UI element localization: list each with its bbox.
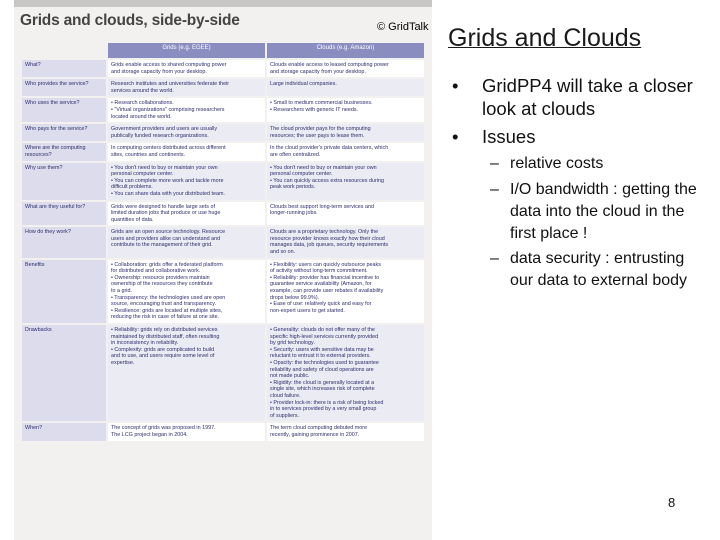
cell-line: personal computer center. bbox=[270, 171, 333, 178]
cell-line: Research institutes and universities federate their bbox=[111, 81, 230, 88]
cell-line: In computing centers distributed across different bbox=[111, 145, 226, 152]
cell-line: example, can provide user rebates if availability bbox=[270, 288, 384, 295]
table-row bbox=[22, 260, 424, 323]
cell-line: guarantee service availability (Amazon, for bbox=[270, 281, 372, 288]
grids-cell bbox=[108, 325, 265, 421]
cell-line: specific high-level services currently provided bbox=[270, 333, 379, 340]
clouds-cell bbox=[267, 423, 424, 440]
cell-line: • You can complete more work and tackle more bbox=[111, 177, 224, 184]
cell-line: • You don't need to buy or maintain your own bbox=[111, 164, 218, 171]
cell-line: by grid technology. bbox=[270, 340, 315, 347]
cell-line: • Research collaborations. bbox=[111, 100, 174, 107]
clouds-cell bbox=[267, 227, 424, 257]
cell-line: longer-running jobs. bbox=[270, 210, 318, 217]
cell-line: quantities of data. bbox=[111, 216, 154, 223]
cell-line: limited duration jobs that produce or use huge bbox=[111, 210, 221, 217]
row-label: Who pays for the service? bbox=[22, 124, 106, 141]
cell-line: cloud failure. bbox=[270, 392, 301, 399]
subbullet-text: data security : entrusting our data to external body bbox=[510, 250, 688, 289]
grids-cell bbox=[108, 60, 265, 77]
comparison-table bbox=[20, 41, 426, 443]
cell-line: • Rigidity: the cloud is generally located at a bbox=[270, 379, 375, 386]
cell-line: single site, which increases risk of complete bbox=[270, 386, 375, 393]
row-label: What? bbox=[22, 60, 106, 77]
cell-line: Government providers and users are usually bbox=[111, 126, 218, 133]
grids-cell bbox=[108, 79, 265, 96]
bullet-text: Issues bbox=[482, 126, 536, 147]
cell-line: sites, countries and continents. bbox=[111, 151, 186, 158]
cell-line: The LCG project began in 2004. bbox=[111, 431, 188, 438]
cell-line: users and providers alike can understand and bbox=[111, 235, 221, 242]
grids-cell bbox=[108, 227, 265, 257]
cell-line: • Reliability: provider has financial incentive to bbox=[270, 274, 380, 281]
cell-line: resource provider knows exactly how their cloud bbox=[270, 235, 385, 242]
clouds-cell bbox=[267, 79, 424, 96]
table-row bbox=[22, 202, 424, 226]
clouds-cell bbox=[267, 143, 424, 160]
table-row bbox=[22, 124, 424, 141]
cell-line: The cloud provider pays for the computing bbox=[270, 126, 371, 133]
cell-line: Clouds are a proprietary technology. Only the bbox=[270, 229, 379, 236]
cell-line: and to use, and users require some level of bbox=[111, 353, 215, 360]
table-row bbox=[22, 325, 424, 421]
table-row bbox=[22, 98, 424, 122]
grids-cell bbox=[108, 260, 265, 323]
cell-line: of activity without long-term commitment. bbox=[270, 268, 368, 275]
row-label: Where are the computing resources? bbox=[22, 143, 106, 160]
cell-line: • Security: users with sensitive data may be bbox=[270, 346, 374, 353]
table-header-row bbox=[22, 43, 424, 58]
subbullet-dash: – bbox=[490, 181, 499, 198]
cell-line: and so on. bbox=[270, 249, 296, 256]
grids-cell bbox=[108, 143, 265, 160]
cell-line: • Collaboration: grids offer a federated platform bbox=[111, 261, 223, 268]
cell-line: manages data, job queues, security requirements bbox=[270, 242, 389, 249]
table-row bbox=[22, 60, 424, 77]
cell-line: ownership of the resources they contribute bbox=[111, 281, 213, 288]
cell-line: maintained by distributed staff, often resulting bbox=[111, 333, 220, 340]
grids-cell bbox=[108, 98, 265, 122]
row-label: When? bbox=[22, 423, 106, 440]
cell-line: personal computer center. bbox=[111, 171, 174, 178]
cell-line: reliability and safety of cloud operations are bbox=[270, 366, 374, 373]
row-label: Benefits bbox=[22, 260, 106, 323]
cell-line: resources; the user pays to lease them. bbox=[270, 132, 365, 139]
clouds-cell bbox=[267, 202, 424, 226]
slide-heading: Grids and Clouds bbox=[448, 24, 642, 52]
bullet-dot: • bbox=[452, 126, 459, 147]
cell-line: in inconsistency in reliability. bbox=[111, 340, 179, 347]
cell-line: Large individual companies. bbox=[270, 81, 337, 88]
cell-line: The concept of grids was proposed in 1997. bbox=[111, 425, 216, 432]
cell-line: • Small to medium commercial businesses. bbox=[270, 100, 373, 107]
cell-line: Clouds enable access to leased computing power bbox=[270, 62, 389, 68]
cell-line: • Transparency: the technologies used are open bbox=[111, 294, 226, 301]
subbullet-dash: – bbox=[490, 155, 499, 172]
cell-line: • Complexity: grids are complicated to build bbox=[111, 346, 215, 353]
row-label: Drawbacks bbox=[22, 325, 106, 421]
subbullet-dash: – bbox=[490, 250, 499, 267]
cell-line: • Researchers with generic IT needs. bbox=[270, 106, 359, 113]
cell-line: • Resilience: grids are located at multiple sites, bbox=[111, 307, 223, 314]
cell-line: in to services provided by a very small group bbox=[270, 406, 377, 413]
cell-line: and storage capacity from your desktop. bbox=[270, 68, 366, 75]
grids-cell bbox=[108, 423, 265, 440]
cell-line: peak work periods. bbox=[270, 184, 316, 191]
cell-line: • You can quickly access extra resources during bbox=[270, 177, 384, 184]
subbullet-text: I/O bandwidth : getting the data into the cloud in the first place ! bbox=[510, 181, 697, 242]
cell-line: • Reliability: grids rely on distributed services bbox=[111, 327, 218, 333]
row-label: Why use them? bbox=[22, 163, 106, 200]
clouds-cell bbox=[267, 325, 424, 421]
cell-line: recently, gaining prominence in 2007. bbox=[270, 431, 360, 438]
cell-line: publically funded research organizations. bbox=[111, 132, 209, 139]
cell-line: contribute to the management of their grid. bbox=[111, 242, 213, 249]
cell-line: • Ease of use: relatively quick and easy for bbox=[270, 301, 372, 308]
table-row bbox=[22, 227, 424, 257]
cell-line: • Flexibility: users can quickly outsource peaks bbox=[270, 261, 381, 268]
cell-line: • You don't need to buy or maintain your own bbox=[270, 164, 377, 171]
panel-top-strip bbox=[14, 0, 432, 7]
cell-line: Grids enable access to shared computing power bbox=[111, 62, 227, 68]
table-row bbox=[22, 423, 424, 440]
cell-line: • Ownership: resource providers maintain bbox=[111, 274, 210, 281]
cell-line: not made public. bbox=[270, 373, 310, 380]
cell-line: expertise. bbox=[111, 359, 135, 366]
bullet-dot: • bbox=[452, 75, 459, 96]
cell-line: services around the world. bbox=[111, 87, 174, 94]
subbullet-text: relative costs bbox=[510, 155, 604, 172]
cell-line: of suppliers. bbox=[270, 412, 300, 419]
cell-line: • Provider lock-in: there is a risk of being locked bbox=[270, 399, 384, 406]
header-grids: Grids (e.g. EGEE) bbox=[108, 43, 265, 58]
cell-line: • "Virtual organizations" comprising researchers bbox=[111, 106, 225, 113]
row-label: Who provides the service? bbox=[22, 79, 106, 96]
grids-cell bbox=[108, 124, 265, 141]
grids-cell bbox=[108, 163, 265, 200]
page-number: 8 bbox=[668, 495, 676, 510]
clouds-cell bbox=[267, 124, 424, 141]
cell-line: drops below 99.9%). bbox=[270, 294, 320, 301]
cell-line: for distributed and collaborative work. bbox=[111, 268, 201, 275]
clouds-cell bbox=[267, 60, 424, 77]
panel-title: Grids and clouds, side-by-side bbox=[20, 12, 240, 29]
cell-line: Grids were designed to handle large sets of bbox=[111, 203, 215, 210]
table-row bbox=[22, 163, 424, 200]
table-body bbox=[22, 60, 424, 441]
cell-line: reluctant to entrust it to external providers. bbox=[270, 353, 371, 360]
header-blank-cell bbox=[22, 43, 106, 58]
cell-line: non-expert users to get started. bbox=[270, 307, 345, 314]
bullet-text: GridPP4 will take a closer look at clouds bbox=[482, 75, 693, 119]
row-label: How do they work? bbox=[22, 227, 106, 257]
clouds-cell bbox=[267, 163, 424, 200]
cell-line: • Opacity: the technologies used to guarantee bbox=[270, 359, 379, 366]
cell-line: to a grid. bbox=[111, 288, 132, 295]
cell-line: • Generality: clouds do not offer many of the bbox=[270, 327, 375, 333]
cell-line: source, encouraging trust and transparency. bbox=[111, 301, 217, 308]
grids-cell bbox=[108, 202, 265, 226]
comparison-image-panel bbox=[14, 0, 432, 540]
cell-line: difficult problems. bbox=[111, 184, 153, 191]
cell-line: reducing the risk in case of failure at one site. bbox=[111, 314, 220, 321]
cell-line: • You can share data with your distributed team. bbox=[111, 190, 225, 197]
cell-line: Grids are an open source technology. Resource bbox=[111, 229, 226, 236]
cell-line: Clouds best support long-term services and bbox=[270, 203, 374, 210]
header-clouds: Clouds (e.g. Amazon) bbox=[267, 43, 424, 58]
cell-line: The term cloud computing debuted more bbox=[270, 425, 368, 432]
cell-line: In the cloud provider's private data centers, which bbox=[270, 145, 389, 152]
row-label: What are they useful for? bbox=[22, 202, 106, 226]
cell-line: and storage capacity from your desktop. bbox=[111, 68, 207, 75]
row-label: Who uses the service? bbox=[22, 98, 106, 122]
cell-line: located around the world. bbox=[111, 113, 172, 120]
clouds-cell bbox=[267, 98, 424, 122]
copyright-notice: © GridTalk bbox=[377, 21, 429, 33]
table-row bbox=[22, 79, 424, 96]
clouds-cell bbox=[267, 260, 424, 323]
cell-line: are often centralized. bbox=[270, 151, 321, 158]
table-row bbox=[22, 143, 424, 160]
